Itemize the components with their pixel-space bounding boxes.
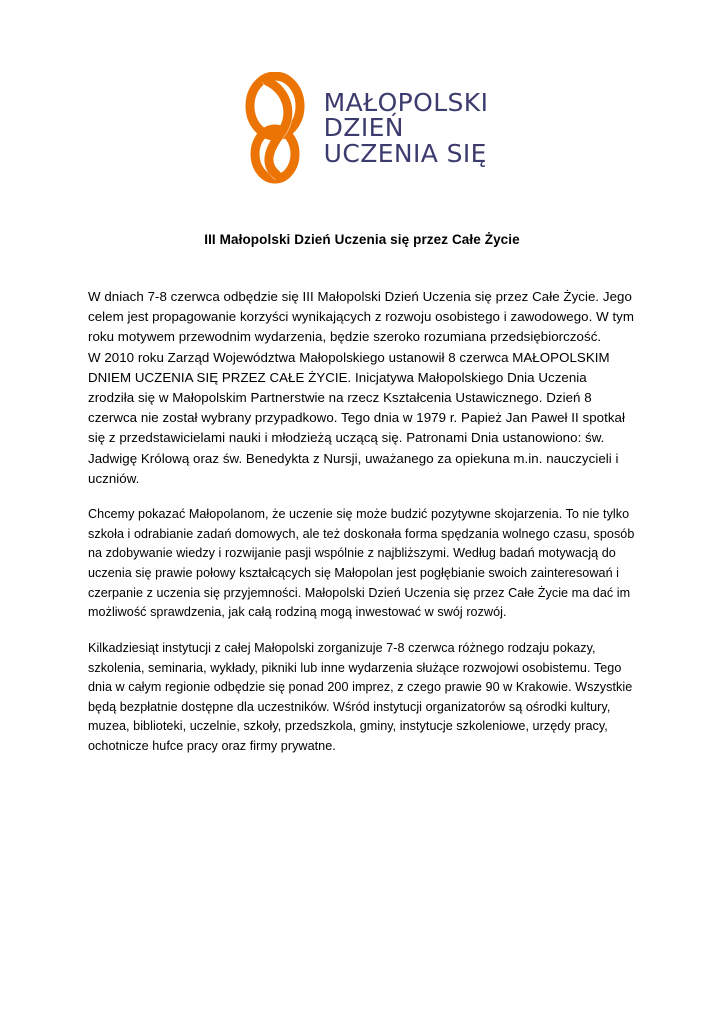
paragraph-history: W 2010 roku Zarząd Województwa Małopolskiego ustanowił 8 czerwca MAŁOPOLSKIM DNIEM UCZENIA SIĘ PRZEZ CAŁE ŻYCIE. Inicjatywa Małopolskiego Dnia Uczenia zrodziła się w Małopolskim Partnerstwie na rzecz Kształcenia Ustawicznego. Dzień 8 czerwca nie został wybrany przypadkowo. Tego dnia w 1979 r. Papież Jan Paweł II spotkał się z przedstawicielami nauki i młodzieżą uczącą się. Patronami Dnia ustanowiono: św. Jadwigę Królową oraz św. Benedykta z Nursji, uważanego za opiekuna m.in. nauczycieli i uczniów. [88, 349, 626, 486]
paragraph-intro: W dniach 7-8 czerwca odbędzie się III Małopolski Dzień Uczenia się przez Całe Życie. Jego celem jest propagowanie korzyści wynikających z rozwoju osobistego i zawodowego. W tym roku motywem przewodnim wydarzenia, będzie szeroko rozumiana przedsiębiorczość. [88, 289, 635, 345]
paragraph-events: Kilkadziesiąt instytucji z całej Małopolski zorganizuje 7-8 czerwca różnego rodzaju pokazy, szkolenia, seminaria, wykłady, pikniki lub inne wydarzenia służące rozwojowi osobistemu. Tego dnia w całym regionie odbędzie się ponad 200 imprez, z czego prawie 90 w Krakowie. Wszystkie będą bezpłatnie dostępne dla uczestników. Wśród instytucji organizatorów są ośrodki kultury, muzea, biblioteki, uczelnie, szkoły, przedszkola, gminy, instytucje szkoleniowe, urzędy pracy, ochotnicze hufce pracy oraz firmy prywatne. [88, 640, 633, 754]
paragraph-message: Chcemy pokazać Małopolanom, że uczenie się może budzić pozytywne skojarzenia. To nie tylko szkoła i odrabianie zadań domowych, ale też doskonała forma spędzania wolnego czasu, sposób na zdobywanie wiedzy i rozwijanie pasji wspólnie z najbliższymi. Według badań motywacją do uczenia się prawie połowy kształcących się Małopolan jest pogłębianie swoich zainteresowań i czerpanie z uczenia się przyjemności. Małopolski Dzień Uczenia się przez Całe Życie ma dać im możliwość sprawdzenia, jak całą rodziną mogą inwestować w swój rozwój. [88, 507, 635, 620]
page-title: III Małopolski Dzień Uczenia się przez Całe Życie [204, 232, 520, 247]
logo-block [88, 0, 636, 184]
infinity-eight-mark-icon [236, 72, 314, 184]
logo-wordmark [323, 87, 489, 168]
document-body [88, 287, 636, 757]
logo-line-3: UCZENIA SIĘ [323, 138, 487, 168]
malopolski-dzien-uczenia-sie-logo [236, 72, 489, 184]
logo-line-1: MAŁOPOLSKI [323, 87, 489, 117]
logo-line-2: DZIEŃ [323, 113, 404, 143]
